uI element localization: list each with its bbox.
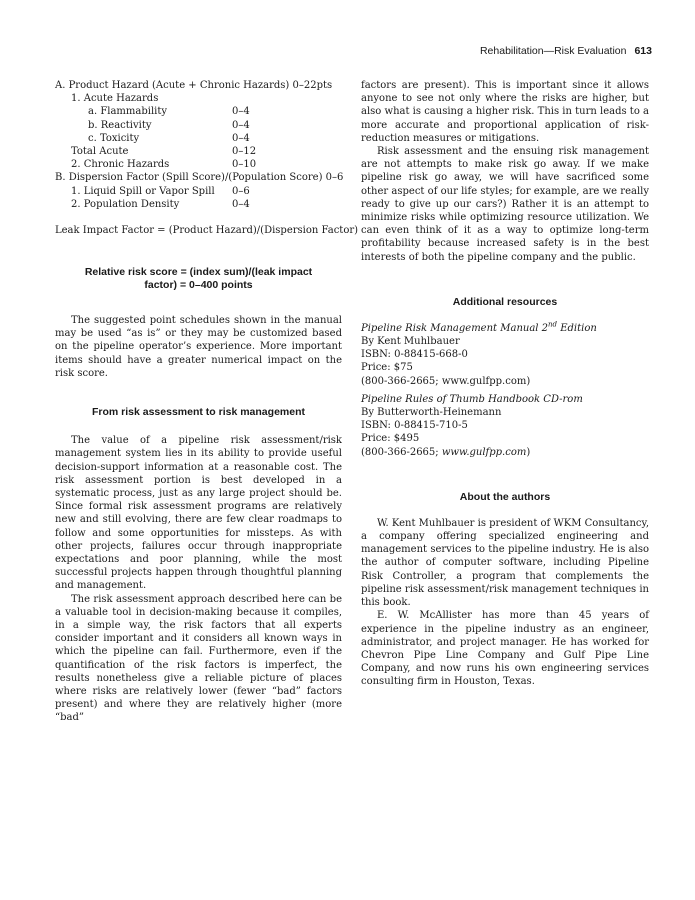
hazard-line: 1. Acute Hazards — [71, 93, 159, 105]
resource-contact: (800-366-2665; www.gulfpp.com) — [361, 446, 531, 458]
resource-title: Pipeline Risk Management Manual 2 — [361, 322, 549, 334]
hazard-schedule — [55, 79, 342, 211]
paragraph: The suggested point schedules shown in the manual may be used “as is” or they may be customized based on the pipeline operator’s experience. More important items should have a greater numerical impact on the risk score. — [55, 315, 342, 379]
hazard-line: 1. Liquid Spill or Vapor Spill 0–6 — [71, 185, 250, 197]
leak-impact-formula: Leak Impact Factor = (Product Hazard)/(Dispersion Factor) — [55, 224, 359, 236]
hazard-line: 2. Chronic Hazards 0–10 — [71, 159, 257, 171]
resource-contact: (800-366-2665; www.gulfpp.com) — [361, 375, 531, 387]
section-heading: About the authors — [459, 490, 551, 503]
resource-price: Price: $75 — [361, 362, 413, 374]
running-title: Rehabilitation—Risk Evaluation — [479, 45, 627, 57]
hazard-line: A. Product Hazard (Acute + Chronic Hazards) 0–22pts — [55, 80, 333, 91]
resource-price: Price: $495 — [361, 433, 420, 445]
paragraph: factors are present). This is important since it allows anyone to see not only where the risks are higher, but also what is causing a higher risk. This in turn leads to a more accurate and proportional application of risk-reduction measures or mitigations. — [361, 80, 649, 144]
resource-entry: Pipeline Risk Management Manual 2nd Edition By Kent Muhlbauer ISBN: 0-88415-668-0 Price: $75 (800-366-2665; www.gulfpp.com) — [361, 322, 649, 388]
hazard-line: b. Reactivity 0–4 — [88, 119, 250, 131]
resource-isbn: ISBN: 0-88415-668-0 — [361, 349, 468, 361]
page-number: 613 — [634, 45, 652, 57]
running-header — [480, 45, 652, 57]
hazard-line: c. Toxicity 0–4 — [88, 132, 250, 144]
resource-author: By Kent Muhlbauer — [361, 336, 460, 348]
resource-isbn: ISBN: 0-88415-710-5 — [361, 420, 468, 432]
paragraph: E. W. McAllister has more than 45 years of experience in the pipeline industry as an engineer, administrator, and project manager. He has worked for Chevron Pipe Line Company and Gulf Pipe Line Company, and now runs his own engineering services consulting firm in Houston, Texas. — [361, 610, 649, 688]
paragraph: The value of a pipeline risk assessment/risk management system lies in its ability to provide useful decision-support information at a reasonable cost. The risk assessment portion is best developed in a systematic process, just as any large project should be. Since formal risk assessment programs are relatively new and still evolving, there are few clear roadmaps to follow and some opportunities for missteps. As with other projects, failures occur through inappropriate expectations and poor planning, while the most successful projects happen through thoughtful planning and management. — [55, 435, 342, 592]
hazard-line: 2. Population Density 0–4 — [71, 198, 250, 210]
hazard-line: Total Acute 0–12 — [71, 145, 257, 157]
relative-risk-heading: Relative risk score = (index sum)/(leak impact factor) = 0–400 points — [84, 266, 313, 292]
paragraph: Risk assessment and the ensuing risk management are not attempts to make risk go away. If we make pipeline risk go away, we will have sacrificed some other aspect of our life styles; for example, are we really ready to give up our cars?) Rather it is an attempt to minimize risks while optimizing resource utilization. We can even think of it as a way to optimize long-term profitability because increased safety is in the best interests of both the pipeline company and the public. — [361, 146, 649, 263]
resource-author: By Butterworth-Heinemann — [361, 407, 502, 419]
hazard-line: B. Dispersion Factor (Spill Score)/(Population Score) 0–6 — [55, 172, 344, 184]
paragraph: The risk assessment approach described here can be a valuable tool in decision-making because it compiles, in a simple way, the risk factors that all experts consider important and it considers all known ways in which the pipeline can fail. Furthermore, even if the quantification of the risk factors is imperfect, the results nonetheless give a reliable picture of places where risks are relatively lower (fewer “bad” factors present) and where they are relatively higher (more “bad” — [55, 593, 342, 724]
paragraph: W. Kent Muhlbauer is president of WKM Consultancy, a company offering specialized engineering and management services to the pipeline industry. He is also the author of computer software, including Pipeline Risk Controller, a program that complements the pipeline risk assessment/risk management techniques in this book. — [361, 517, 650, 609]
section-heading: Additional resources — [452, 295, 558, 308]
hazard-line: a. Flammability 0–4 — [88, 106, 250, 118]
right-column — [361, 79, 649, 689]
resource-title: Pipeline Rules of Thumb Handbook CD-rom — [361, 393, 583, 405]
section-heading: From risk assessment to risk management — [91, 406, 305, 419]
left-column — [55, 79, 359, 725]
resource-entry — [361, 393, 649, 459]
resource-link[interactable]: www.gulfpp.com — [441, 446, 527, 458]
